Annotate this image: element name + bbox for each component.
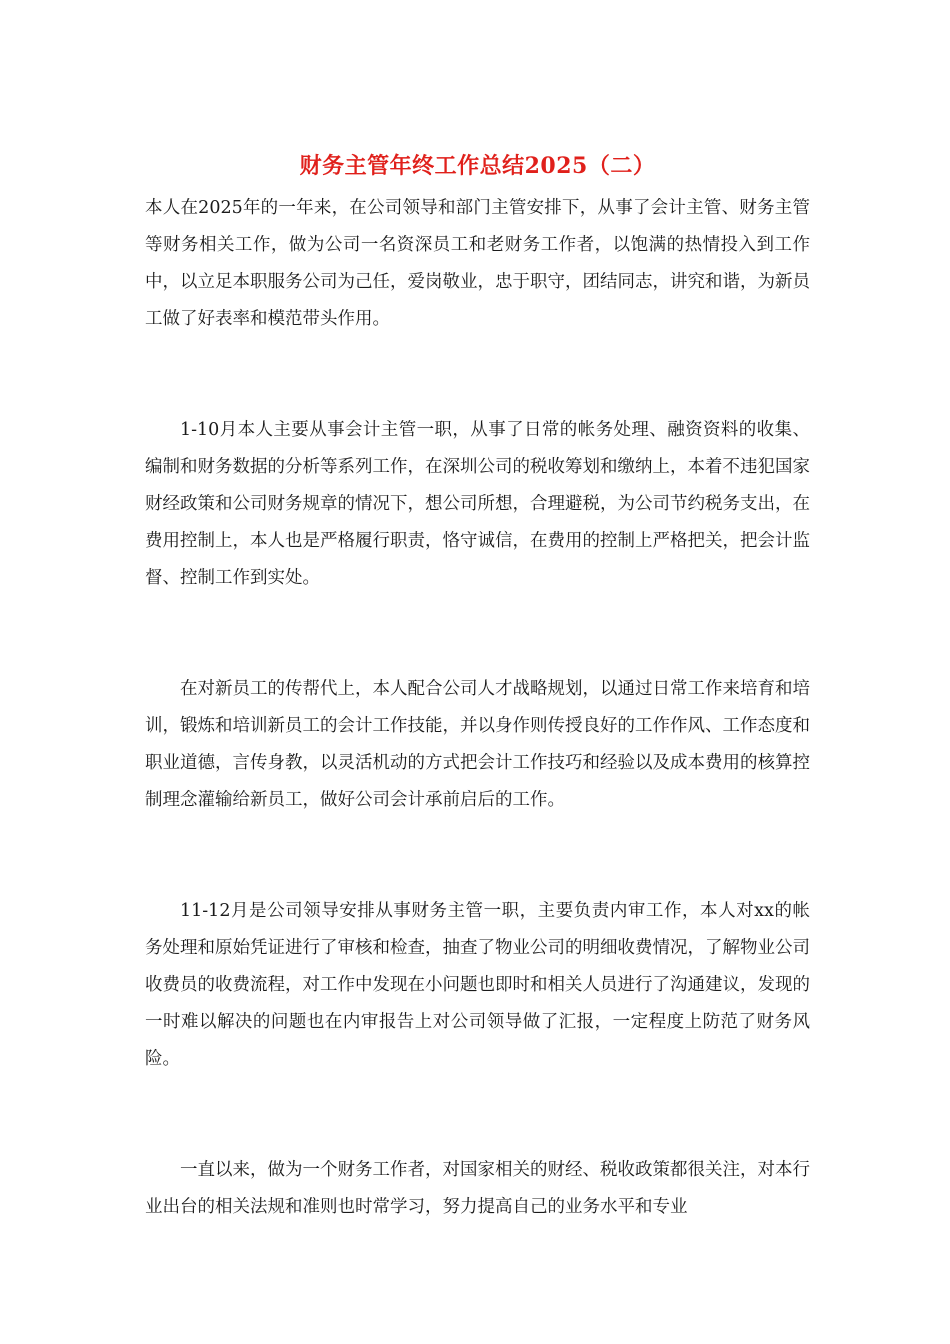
- paragraph-policy: 一直以来，做为一个财务工作者，对国家相关的财经、税收政策都很关注，对本行业出台的相关法规和准则也时常学习，努力提高自己的业务水平和专业: [145, 1160, 810, 1217]
- paragraph-intro: 本人在2025年的一年来，在公司领导和部门主管安排下，从事了会计主管、财务主管等财务相关工作，做为公司一名资深员工和老财务工作者，以饱满的热情投入到工作中，以立足本职服务公司为己任，爱岗敬业，忠于职守，团结同志，讲究和谐，为新员工做了好表率和模范带头作用。: [145, 198, 810, 329]
- paragraph-spacer: [145, 597, 810, 671]
- document-title: 财务主管年终工作总结2025（二）: [299, 153, 656, 179]
- paragraph-spacer: [145, 1078, 810, 1152]
- paragraph-spacer: [145, 819, 810, 893]
- paragraph-training: 在对新员工的传帮代上，本人配合公司人才战略规划，以通过日常工作来培育和培训，锻炼和培训新员工的会计工作技能，并以身作则传授良好的工作作风、工作态度和职业道德，言传身教，以灵活机动的方式把会计工作技巧和经验以及成本费用的核算控制理念灌输给新员工，做好公司会计承前启后的工作。: [145, 679, 810, 810]
- paragraph-spacer: [145, 338, 810, 412]
- paragraph-jan-oct: 1-10月本人主要从事会计主管一职，从事了日常的帐务处理、融资资料的收集、编制和财务数据的分析等系列工作，在深圳公司的税收筹划和缴纳上，本着不违犯国家财经政策和公司财务规章的情况下，想公司所想，合理避税，为公司节约税务支出，在费用控制上，本人也是严格履行职责，恪守诚信，在费用的控制上严格把关，把会计监督、控制工作到实处。: [145, 420, 810, 588]
- paragraph-nov-dec: 11-12月是公司领导安排从事财务主管一职，主要负责内审工作，本人对xx的帐务处理和原始凭证进行了审核和检查，抽查了物业公司的明细收费情况，了解物业公司收费员的收费流程，对工作中发现在小问题也即时和相关人员进行了沟通建议，发现的一时难以解决的问题也在内审报告上对公司领导做了汇报，一定程度上防范了财务风险。: [145, 901, 810, 1069]
